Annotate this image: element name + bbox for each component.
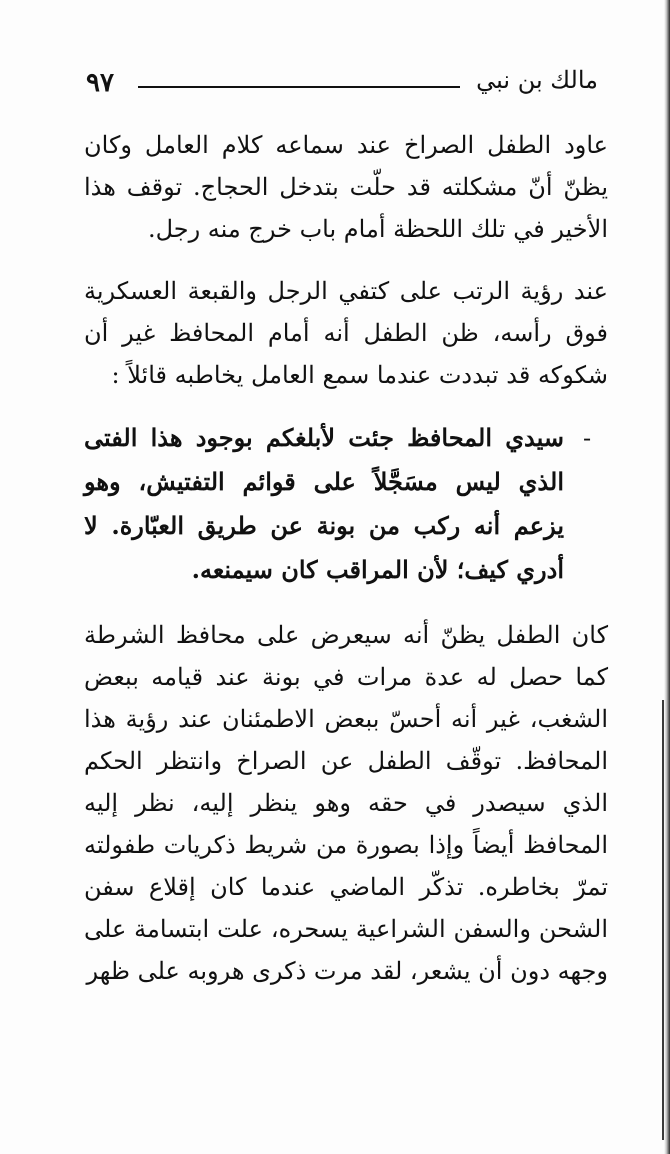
- dialogue-dash: -: [582, 424, 592, 452]
- page-number: ٩٧: [86, 68, 114, 98]
- paragraph-1: عاود الطفل الصراخ عند سماعه كلام العامل وكان يظنّ أنّ مشكلته قد حلّت بتدخل الحجاج. توقف هذا الأخير في تلك اللحظة أمام باب خرج منه رجل.: [84, 131, 608, 243]
- page-spine-shadow: [662, 700, 664, 1140]
- book-title: مالك بن نبي: [476, 66, 598, 94]
- page-body: [84, 124, 608, 992]
- paragraph-2: عند رؤية الرتب على كتفي الرجل والقبعة العسكرية فوق رأسه، ظن الطفل أنه أمام المحافظ غير أن شكوكه قد تبددت عندما سمع العامل يخاطبه قائلاً :: [84, 277, 608, 389]
- dialogue-text: سيدي المحافظ جئت لأبلغكم بوجود هذا الفتى الذي ليس مسَجَّلاً على قوائم التفتيش، وهو يزعم أنه ركب من بونة عن طريق العبّارة. لا أدري كيف؛ لأن المراقب كان سيمنعه.: [84, 423, 564, 584]
- dialogue-quote: [84, 416, 608, 592]
- page-spine-edge: [664, 0, 670, 1154]
- running-header: [86, 66, 598, 110]
- paragraph-3: كان الطفل يظنّ أنه سيعرض على محافظ الشرطة كما حصل له عدة مرات في بونة عند قيامه ببعض الشغب، غير أنه أحسّ ببعض الاطمئنان عند رؤية هذا المحافظ. توقّف الطفل عن الصراخ وانتظر الحكم الذي سيصدر في حقه وهو ينظر إليه، نظر إليه المحافظ أيضاً وإذا بصورة من شريط ذكريات طفولته تمرّ بخاطره. تذكّر الماضي عندما كان إقلاع سفن الشحن والسفن الشراعية يسحره، علت ابتسامة على وجهه دون أن يشعر، لقد مرت ذكرى هروبه على ظهر: [84, 621, 608, 985]
- header-rule: [138, 86, 460, 88]
